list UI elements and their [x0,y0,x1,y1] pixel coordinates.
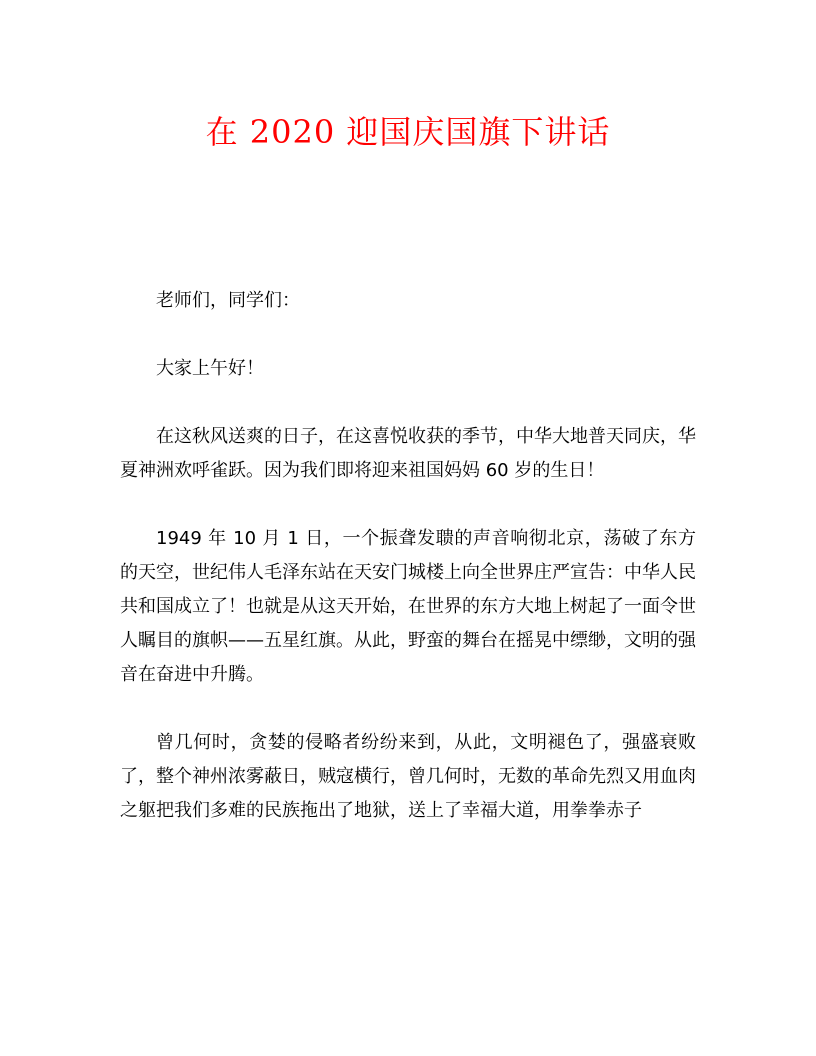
document-title: 在 2020 迎国庆国旗下讲话 [205,113,611,151]
body-paragraph: 1949 年 10 月 1 日，一个振聋发聩的声音响彻北京，荡破了东方的天空，世纪伟人毛泽东站在天安门城楼上向全世界庄严宣告：中华人民共和国成立了！也就是从这天开始，在世界的东方大地上树起了一面令世人瞩目的旗帜——五星红旗。从此，野蛮的舞台在摇晃中缥缈，文明的强音在奋进中升腾。 [120,528,696,685]
salutation-paragraph: 老师们，同学们： [156,290,300,311]
greeting-paragraph: 大家上午好！ [156,358,264,379]
body-paragraph: 在这秋风送爽的日子，在这喜悦收获的季节，中华大地普天同庆，华夏神洲欢呼雀跃。因为我们即将迎来祖国妈妈 60 岁的生日！ [120,426,696,481]
body-paragraph: 曾几何时，贪婪的侵略者纷纷来到，从此，文明褪色了，强盛衰败了，整个神州浓雾蔽日，贼寇横行，曾几何时，无数的革命先烈又用血肉之躯把我们多难的民族拖出了地狱，送上了幸福大道，用拳拳赤子 [120,732,696,821]
document-body [120,284,696,862]
